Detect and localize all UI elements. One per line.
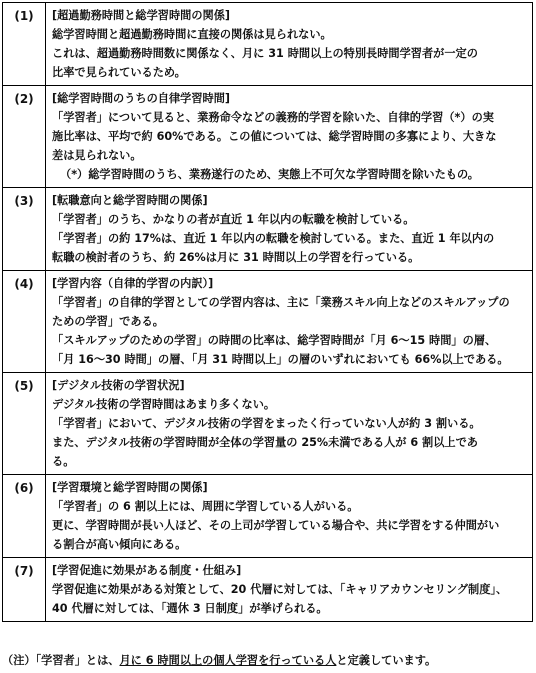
text-line: ための学習」である。 (52, 315, 164, 328)
row-content (46, 475, 533, 558)
row-number: (4) (3, 271, 46, 373)
text-line: 転職の検討者のうち、約 26%は月に 31 時間以上の学習を行っている。 (52, 251, 420, 264)
text-line: る割合が高い傾向にある。 (52, 538, 187, 551)
text-line: 施比率は、平均で約 60%である。この値については、総学習時間の多寡により、大きな (52, 130, 497, 143)
text-line: 「学習者」について見ると、業務命令などの義務的学習を除いた、自律的学習（*）の実 (52, 111, 494, 124)
text-line: 差は見られない。 (52, 149, 142, 162)
table-row (3, 188, 533, 271)
table-row (3, 86, 533, 188)
row-content (46, 86, 533, 188)
definition-note (2, 652, 436, 670)
table-row (3, 3, 533, 86)
text-line: 「学習者」のうち、かなりの者が直近 1 年以内の転職を検討している。 (52, 213, 415, 226)
row-heading: [総学習時間のうちの自律学習時間] (52, 92, 231, 105)
row-heading: [学習環境と総学習時間の関係] (52, 481, 208, 494)
row-content (46, 3, 533, 86)
row-content (46, 271, 533, 373)
table-row (3, 558, 533, 622)
text-line: 40 代層に対しては、「週休 3 日制度」が挙げられる。 (52, 602, 328, 615)
text-line: 「学習者」の自律的学習としての学習内容は、主に「業務スキル向上などのスキルアップの (52, 296, 510, 309)
text-line: る。 (52, 455, 75, 468)
table-row (3, 271, 533, 373)
findings-table (2, 2, 533, 622)
text-line: 「月 16～30 時間」の層、「月 31 時間以上」の層のいずれにおいても 66%以上である。 (52, 353, 509, 366)
text-line: 「スキルアップのための学習」の時間の比率は、総学習時間が「月 6～15 時間」の層、 (52, 334, 497, 347)
text-line: また、デジタル技術の学習時間が全体の学習量の 25%未満である人が 6 割以上であ (52, 436, 478, 449)
text-line: 「学習者」において、デジタル技術の学習をまったく行っていない人が約 3 割いる。 (52, 417, 481, 430)
text-line: 「学習者」の約 17%は、直近 1 年以内の転職を検討している。また、直近 1 年以内の (52, 232, 495, 245)
text-line: デジタル技術の学習時間はあまり多くない。 (52, 398, 276, 411)
row-number: (7) (3, 558, 46, 622)
note-underlined-definition: 月に 6 時間以上の個人学習を行っている人 (119, 654, 337, 667)
row-number: (3) (3, 188, 46, 271)
row-number: (2) (3, 86, 46, 188)
table-row (3, 373, 533, 475)
row-heading: [デジタル技術の学習状況] (52, 379, 185, 392)
row-heading: [学習促進に効果がある制度・仕組み] (52, 564, 242, 577)
text-line: これは、超過勤務時間数に関係なく、月に 31 時間以上の特別長時間学習者が一定の (52, 47, 478, 60)
row-heading: [学習内容（自律的学習の内訳）] (52, 277, 214, 290)
text-line: 「学習者」の 6 割以上には、周囲に学習している人がいる。 (52, 500, 359, 513)
text-line: 比率で見られているため。 (52, 66, 186, 79)
note-suffix: と定義しています。 (336, 654, 437, 667)
row-content (46, 558, 533, 622)
table-row (3, 475, 533, 558)
text-line: 更に、学習時間が長い人ほど、その上司が学習している場合や、共に学習をする仲間がい (52, 519, 500, 532)
text-line: 総学習時間と超過勤務時間に直接の関係は見られない。 (52, 28, 332, 41)
note-prefix: （注）「学習者」とは、 (2, 654, 120, 667)
row-number: (6) (3, 475, 46, 558)
row-number: (1) (3, 3, 46, 86)
row-content (46, 373, 533, 475)
row-heading: [転職意向と総学習時間の関係] (52, 194, 208, 207)
footnote-line: （*）総学習時間のうち、業務遂行のため、実態上不可欠な学習時間を除いたもの。 (60, 168, 479, 181)
row-number: (5) (3, 373, 46, 475)
row-heading: [超過勤務時間と総学習時間の関係] (52, 9, 231, 22)
text-line: 学習促進に効果がある対策として、20 代層に対しては、「キャリアカウンセリング制度」、 (52, 583, 508, 596)
row-content (46, 188, 533, 271)
